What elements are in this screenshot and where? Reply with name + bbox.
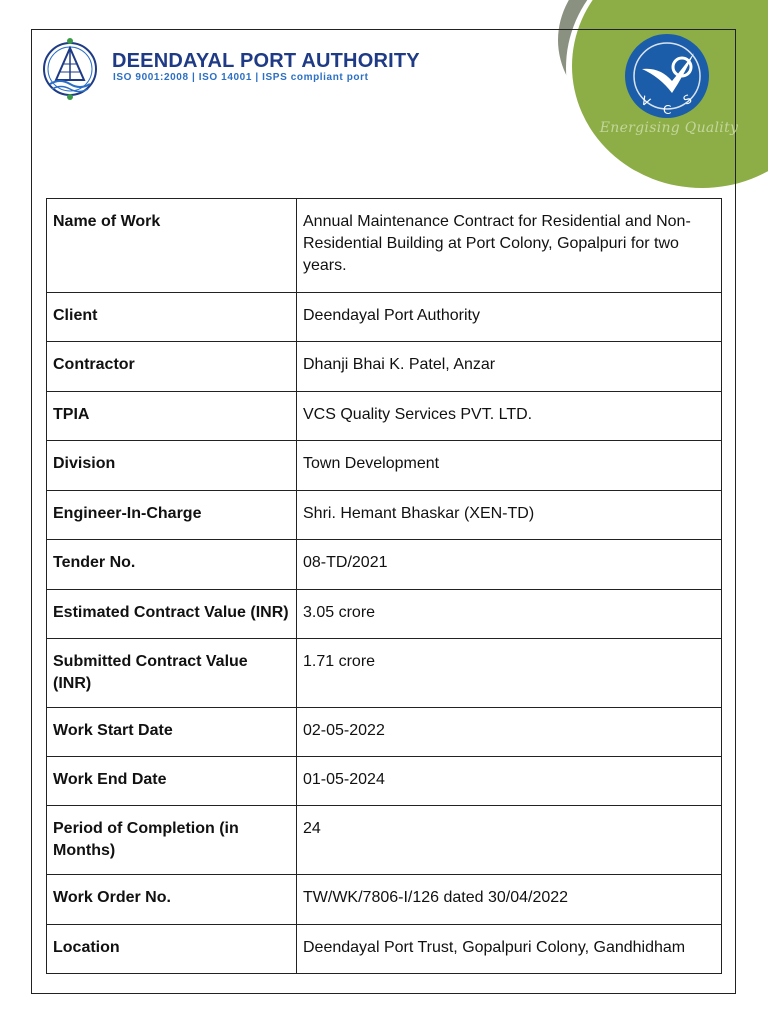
table-row	[47, 392, 722, 441]
table-row	[47, 757, 722, 806]
table-row	[47, 925, 722, 974]
work-details-table	[46, 198, 722, 974]
field-label: Work Order No.	[47, 875, 297, 925]
svg-text:C: C	[663, 103, 672, 117]
table-row	[47, 806, 722, 875]
field-label: Tender No.	[47, 540, 297, 590]
table-row	[47, 342, 722, 392]
field-value: 3.05 crore	[297, 590, 722, 639]
svg-text:V: V	[638, 93, 653, 110]
organization-name: DEENDAYAL PORT AUTHORITY	[112, 50, 420, 72]
tagline: Energising Quality	[599, 120, 739, 136]
table-row	[47, 708, 722, 757]
field-value: VCS Quality Services PVT. LTD.	[297, 392, 722, 441]
field-label: Contractor	[47, 342, 297, 392]
field-value: 02-05-2022	[297, 708, 722, 757]
table-row	[47, 590, 722, 639]
table-row	[47, 293, 722, 342]
field-label: Engineer-In-Charge	[47, 491, 297, 540]
table-row	[47, 491, 722, 540]
field-value: Dhanji Bhai K. Patel, Anzar	[297, 342, 722, 392]
field-label: Work End Date	[47, 757, 297, 806]
table-row	[47, 441, 722, 491]
organization-certifications: ISO 9001:2008 | ISO 14001 | ISPS compliant port	[113, 72, 369, 83]
field-label: Estimated Contract Value (INR)	[47, 590, 297, 639]
field-value: Shri. Hemant Bhaskar (XEN-TD)	[297, 491, 722, 540]
field-label: Work Start Date	[47, 708, 297, 757]
field-label: Submitted Contract Value (INR)	[47, 639, 297, 708]
field-value: 01-05-2024	[297, 757, 722, 806]
field-value: 08-TD/2021	[297, 540, 722, 590]
field-label: Client	[47, 293, 297, 342]
field-value: Deendayal Port Authority	[297, 293, 722, 342]
table-row	[47, 540, 722, 590]
field-label: TPIA	[47, 392, 297, 441]
field-label: Division	[47, 441, 297, 491]
field-label: Period of Completion (in Months)	[47, 806, 297, 875]
vcs-logo-icon	[624, 33, 710, 119]
table-row	[47, 639, 722, 708]
table-row	[47, 875, 722, 925]
table-row	[47, 199, 722, 293]
field-label: Location	[47, 925, 297, 974]
field-value: 24	[297, 806, 722, 875]
svg-text:S: S	[680, 91, 695, 108]
port-authority-logo-icon	[40, 36, 100, 102]
field-value: 1.71 crore	[297, 639, 722, 708]
field-value: TW/WK/7806-I/126 dated 30/04/2022	[297, 875, 722, 925]
field-value: Town Development	[297, 441, 722, 491]
field-value: Annual Maintenance Contract for Residential and Non-Residential Building at Port Colony, Gopalpuri for two years.	[297, 199, 722, 293]
field-label: Name of Work	[47, 199, 297, 293]
field-value: Deendayal Port Trust, Gopalpuri Colony, Gandhidham	[297, 925, 722, 974]
